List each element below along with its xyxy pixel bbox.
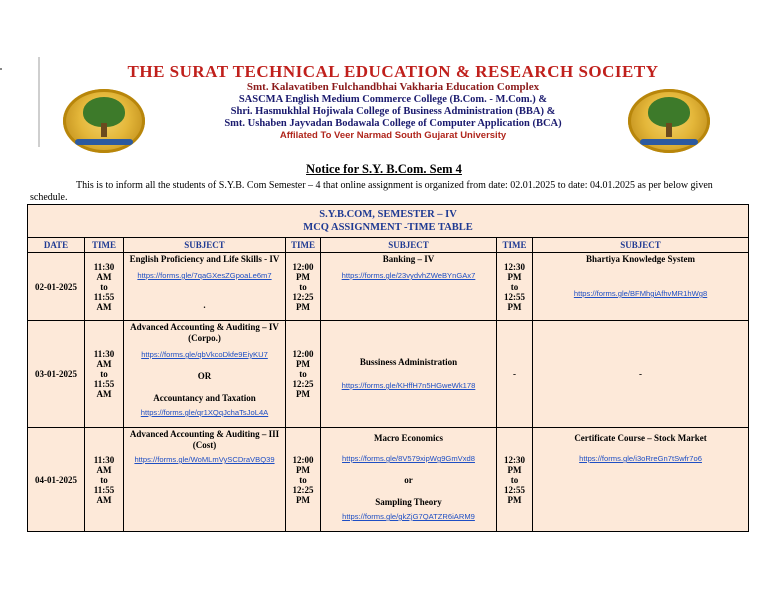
time-part: AM bbox=[96, 494, 112, 505]
time-cell bbox=[497, 253, 533, 321]
time-part: 12:00 bbox=[292, 349, 314, 359]
subject-title-alt: Sampling Theory bbox=[375, 497, 442, 507]
subject-extra: . bbox=[203, 300, 206, 310]
time-part: to bbox=[299, 281, 307, 292]
time-part: AM bbox=[96, 464, 112, 475]
time-part: 11:30 bbox=[93, 349, 115, 359]
time-part: PM bbox=[507, 271, 522, 282]
subject-title: English Proficiency and Life Skills - IV bbox=[129, 254, 280, 264]
timetable-caption bbox=[28, 205, 749, 238]
time-part: to bbox=[100, 474, 108, 485]
time-part: PM bbox=[296, 359, 310, 369]
letterhead bbox=[38, 57, 748, 147]
table-row bbox=[28, 253, 749, 321]
time-part: 12:25 bbox=[292, 291, 314, 302]
time-part: AM bbox=[96, 359, 112, 369]
time-part: 11:55 bbox=[93, 484, 115, 495]
time-part: PM bbox=[296, 301, 310, 312]
time-cell bbox=[85, 253, 124, 321]
time-part: 11:55 bbox=[93, 379, 115, 389]
column-header: TIME bbox=[497, 238, 533, 253]
time-part: PM bbox=[507, 464, 522, 475]
form-link[interactable]: https://forms.gle/7qaGXesZGpoaLe6m7 bbox=[137, 271, 272, 280]
time-part: to bbox=[299, 369, 307, 379]
time-part: to bbox=[299, 474, 307, 485]
column-header: TIME bbox=[85, 238, 124, 253]
or-label: OR bbox=[197, 371, 212, 381]
caption-line-1: S.Y.B.COM, SEMESTER – IV bbox=[319, 209, 457, 220]
form-link[interactable]: https://forms.gle/i3oRreGn7tSwfr7o6 bbox=[579, 454, 702, 463]
form-link[interactable]: https://forms.gle/gkZjG7QATZR6iARM9 bbox=[342, 512, 475, 521]
time-part: AM bbox=[96, 301, 112, 312]
time-cell bbox=[286, 321, 321, 428]
subject-title: Bussiness Administration bbox=[359, 357, 458, 367]
college-line-commerce: SASCMA English Medium Commerce College (B.Com. - M.Com.) & bbox=[238, 94, 548, 105]
subject-title: Macro Economics bbox=[373, 433, 444, 443]
or-label: or bbox=[404, 475, 413, 485]
time-part: 12:25 bbox=[292, 484, 314, 495]
time-cell bbox=[85, 428, 124, 532]
form-link[interactable]: https://forms.gle/WoMLmVySCDraVBQ39 bbox=[134, 455, 275, 464]
subject-title: Certificate Course – Stock Market bbox=[574, 433, 707, 443]
time-cell bbox=[497, 428, 533, 532]
time-cell: - bbox=[497, 321, 533, 428]
complex-name: Smt. Kalavatiben Fulchandbhai Vakharia Education Complex bbox=[246, 81, 540, 93]
subject-cell bbox=[321, 321, 497, 428]
subject-cell bbox=[124, 321, 286, 428]
college-line-bca: Smt. Ushaben Jayvadan Bodawala College of Computer Application (BCA) bbox=[224, 118, 562, 129]
college-line-bba: Shri. Hasmukhlal Hojiwala College of Business Administration (BBA) & bbox=[230, 106, 556, 117]
notice-intro: This is to inform all the students of S.Y.B. Com Semester – 4 that online assignment is organized from date: 02.01.2025 to date: 04.01.2025 as per below given schedule. bbox=[30, 180, 713, 203]
page-dot bbox=[0, 68, 2, 70]
time-part: to bbox=[100, 281, 108, 292]
form-link[interactable]: https://forms.gle/8V579xipWg9GmVxd8 bbox=[342, 454, 475, 463]
form-link[interactable]: https://forms.gle/KHffH7n5HGweWk178 bbox=[341, 381, 476, 390]
time-cell bbox=[286, 253, 321, 321]
time-part: 12:30 bbox=[504, 454, 525, 465]
time-part: 11:55 bbox=[93, 291, 115, 302]
time-part: PM bbox=[507, 494, 522, 505]
subject-cell bbox=[533, 428, 749, 532]
column-header: DATE bbox=[28, 238, 85, 253]
form-link[interactable]: https://forms.gle/BFMhgiAfhvMR1hWg8 bbox=[573, 289, 708, 298]
time-part: PM bbox=[507, 301, 522, 312]
caption-line-2: MCQ ASSIGNMENT -TIME TABLE bbox=[303, 222, 473, 233]
table-row bbox=[28, 321, 749, 428]
subject-cell bbox=[124, 428, 286, 532]
subject-cell: - bbox=[533, 321, 749, 428]
form-link[interactable]: https://forms.gle/qr1XQqJchaTsJoL4A bbox=[140, 408, 269, 417]
subject-title: Bhartiya Knowledge System bbox=[586, 254, 696, 264]
time-part: to bbox=[510, 281, 519, 292]
notice-title: Notice for S.Y. B.Com. Sem 4 bbox=[306, 162, 462, 176]
date-cell: 02-01-2025 bbox=[28, 253, 85, 321]
time-part: to bbox=[100, 369, 108, 379]
affiliation-line: Affilated To Veer Narmad South Gujarat University bbox=[279, 130, 507, 141]
time-part: to bbox=[510, 474, 519, 485]
subject-title: Advanced Accounting & Auditing – III (Cost) bbox=[129, 429, 280, 450]
form-link[interactable]: https://forms.gle/qbVkcoDkfe9EiyKU7 bbox=[141, 350, 268, 359]
column-header: TIME bbox=[286, 238, 321, 253]
time-cell bbox=[85, 321, 124, 428]
subject-title-alt: Accountancy and Taxation bbox=[153, 393, 256, 403]
date-cell: 04-01-2025 bbox=[28, 428, 85, 532]
subject-cell bbox=[533, 253, 749, 321]
subject-cell bbox=[321, 253, 497, 321]
time-part: 12:55 bbox=[504, 291, 525, 302]
date-cell: 03-01-2025 bbox=[28, 321, 85, 428]
time-part: 11:30 bbox=[93, 454, 115, 465]
time-part: PM bbox=[296, 464, 310, 475]
time-part: 12:55 bbox=[504, 484, 525, 495]
column-header: SUBJECT bbox=[533, 238, 749, 253]
time-part: 12:25 bbox=[292, 379, 314, 389]
time-part: PM bbox=[296, 271, 310, 282]
form-link[interactable]: https://forms.gle/23vydvhZWeBYnGAx7 bbox=[341, 271, 476, 280]
time-part: PM bbox=[296, 389, 310, 399]
time-part: AM bbox=[96, 271, 112, 282]
society-name: THE SURAT TECHNICAL EDUCATION & RESEARCH SOCIETY bbox=[127, 62, 659, 81]
timetable bbox=[27, 204, 749, 532]
subject-cell bbox=[321, 428, 497, 532]
time-part: 11:30 bbox=[93, 261, 115, 272]
subject-cell bbox=[124, 253, 286, 321]
time-cell bbox=[286, 428, 321, 532]
column-header: SUBJECT bbox=[124, 238, 286, 253]
time-part: PM bbox=[296, 494, 310, 505]
time-part: AM bbox=[96, 389, 112, 399]
time-part: 12:00 bbox=[292, 454, 314, 465]
time-part: 12:30 bbox=[504, 261, 525, 272]
column-header: SUBJECT bbox=[321, 238, 497, 253]
table-row bbox=[28, 428, 749, 532]
subject-title: Advanced Accounting & Auditing – IV (Corpo.) bbox=[130, 322, 279, 343]
time-part: 12:00 bbox=[292, 261, 314, 272]
header-row bbox=[28, 238, 749, 253]
subject-title: Banking – IV bbox=[382, 254, 435, 264]
